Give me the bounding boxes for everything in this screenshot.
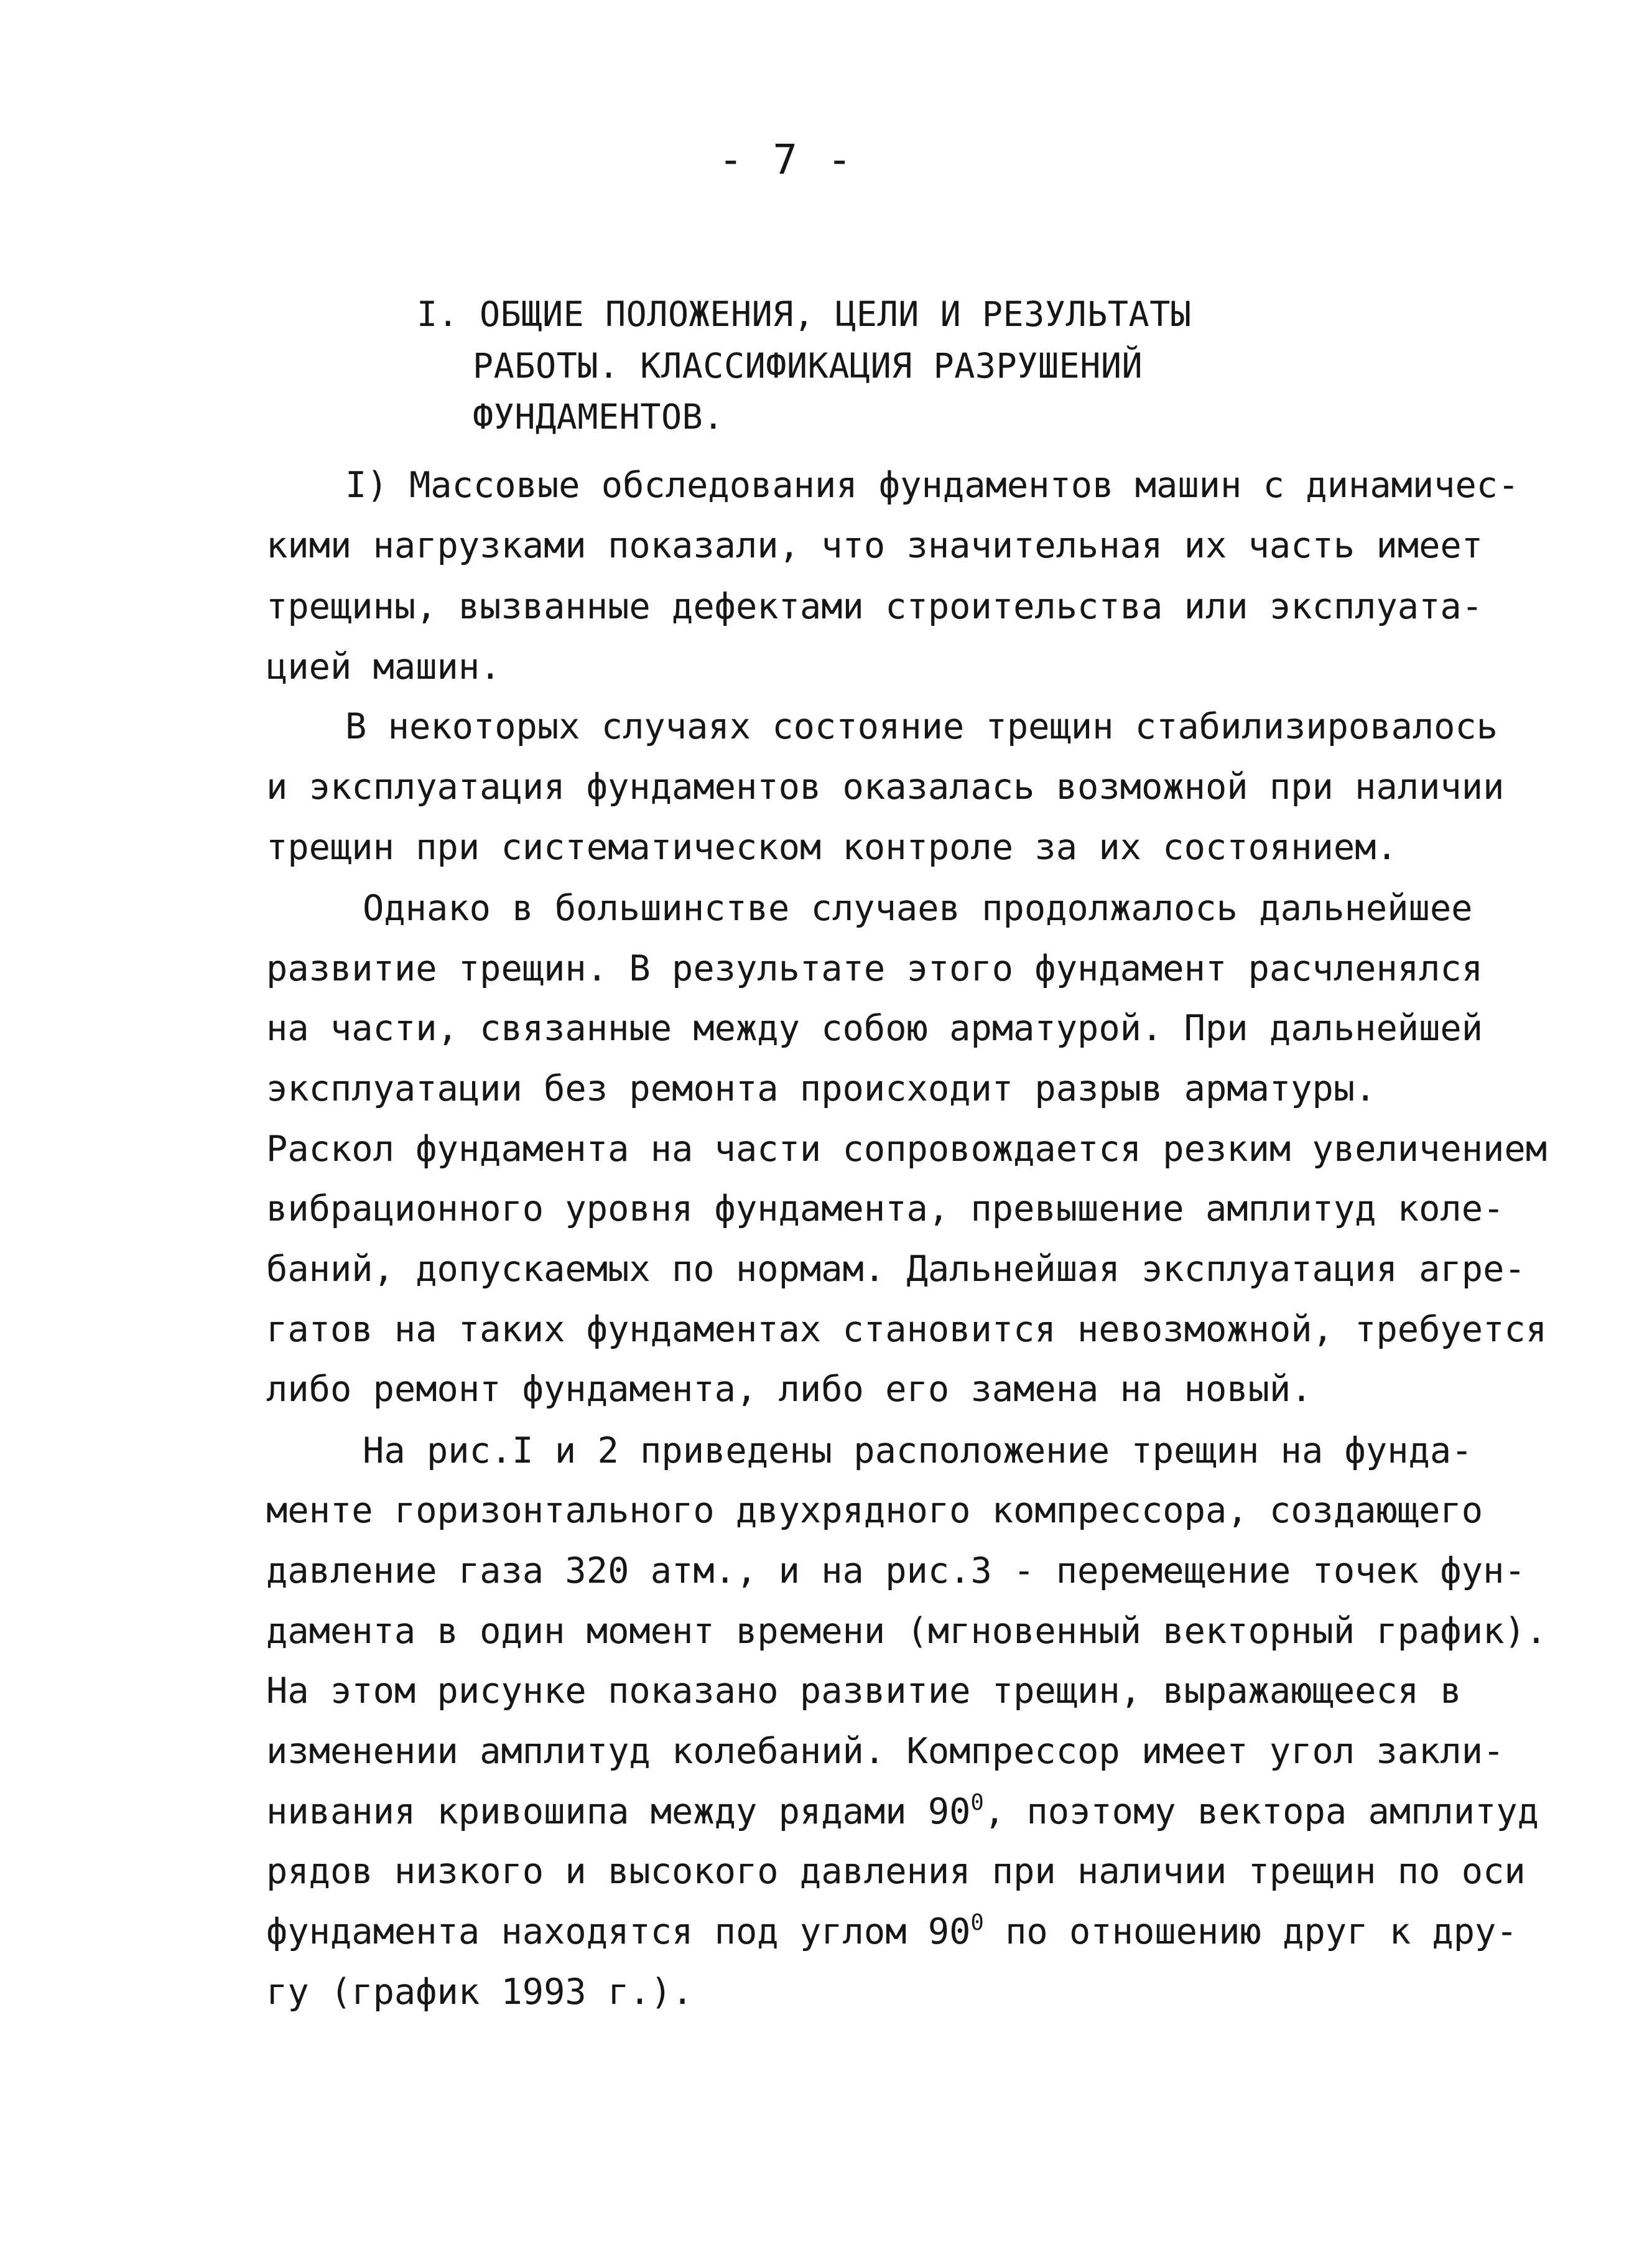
paragraph-1-line: кими нагрузками показали, что значительная их часть имеет xyxy=(266,525,1483,566)
paragraph-3-line: Однако в большинстве случаев продолжалось дальнейшее xyxy=(363,888,1473,929)
paragraph-4-line: На рис.I и 2 приведены расположение трещин на фунда- xyxy=(363,1430,1473,1471)
paragraph-4-line: давление газа 320 атм., и на рис.3 - перемещение точек фун- xyxy=(266,1550,1526,1591)
paragraph-1-line: трещины, вызванные дефектами строительства или эксплуата- xyxy=(266,586,1483,627)
line-text: фундамента находятся под углом 90 xyxy=(266,1911,971,1952)
paragraph-1-line: цией машин. xyxy=(266,646,501,687)
paragraph-4-line: дамента в один момент времени (мгновенный векторный график). xyxy=(266,1611,1548,1652)
paragraph-3-line: развитие трещин. В результате этого фундамент расчленялся xyxy=(266,948,1483,989)
paragraph-3-line: гатов на таких фундаментах становится невозможной, требуется xyxy=(266,1309,1548,1350)
line-text: , поэтому вектора амплитуд xyxy=(983,1791,1539,1832)
paragraph-2-line: В некоторых случаях состояние трещин стабилизировалось xyxy=(345,706,1498,747)
section-heading-line-2: РАБОТЫ. КЛАССИФИКАЦИЯ РАЗРУШЕНИЙ xyxy=(473,346,1143,386)
paragraph-4-line: На этом рисунке показано развитие трещин, выражающееся в xyxy=(266,1670,1462,1711)
page-number: - 7 - xyxy=(718,136,855,184)
paragraph-3-line: либо ремонт фундамента, либо его замена на новый. xyxy=(266,1369,1312,1410)
paragraph-3-line: эксплуатации без ремонта происходит разрыв арматуры. xyxy=(266,1068,1376,1109)
paragraph-4-line xyxy=(266,1910,1518,1953)
paragraph-2-line: и эксплуатация фундаментов оказалась возможной при наличии xyxy=(266,766,1505,808)
paragraph-3-line: баний, допускаемых по нормам. Дальнейшая эксплуатация агре- xyxy=(266,1249,1526,1290)
paragraph-4-line: менте горизонтального двухрядного компрессора, создающего xyxy=(266,1490,1483,1531)
paragraph-3-line: на части, связанные между собою арматурой. При дальнейшей xyxy=(266,1008,1483,1049)
section-heading-line-1: I. ОБЩИЕ ПОЛОЖЕНИЯ, ЦЕЛИ И РЕЗУЛЬТАТЫ xyxy=(417,294,1192,334)
degree-superscript: 0 xyxy=(970,1790,984,1816)
paragraph-1-line: I) Массовые обследования фундаментов машин с динамичес- xyxy=(345,465,1520,506)
section-heading-line-3: ФУНДАМЕНТОВ. xyxy=(473,397,724,437)
paragraph-4-line: гу (график 1993 г.). xyxy=(266,1972,694,2013)
paragraph-4-line: рядов низкого и высокого давления при наличии трещин по оси xyxy=(266,1851,1526,1892)
degree-superscript: 0 xyxy=(970,1910,984,1936)
paragraph-2-line: трещин при систематическом контроле за их состоянием. xyxy=(266,827,1398,868)
line-text: по отношению друг к дру- xyxy=(983,1911,1518,1952)
paragraph-3-line: вибрационного уровня фундамента, превышение амплитуд коле- xyxy=(266,1188,1505,1229)
line-text: нивания кривошипа между рядами 90 xyxy=(266,1791,971,1832)
paragraph-3-line: Раскол фундамента на части сопровождается резким увеличением xyxy=(266,1129,1548,1170)
paragraph-4-line xyxy=(266,1790,1539,1833)
paragraph-4-line: изменении амплитуд колебаний. Компрессор имеет угол закли- xyxy=(266,1731,1505,1772)
